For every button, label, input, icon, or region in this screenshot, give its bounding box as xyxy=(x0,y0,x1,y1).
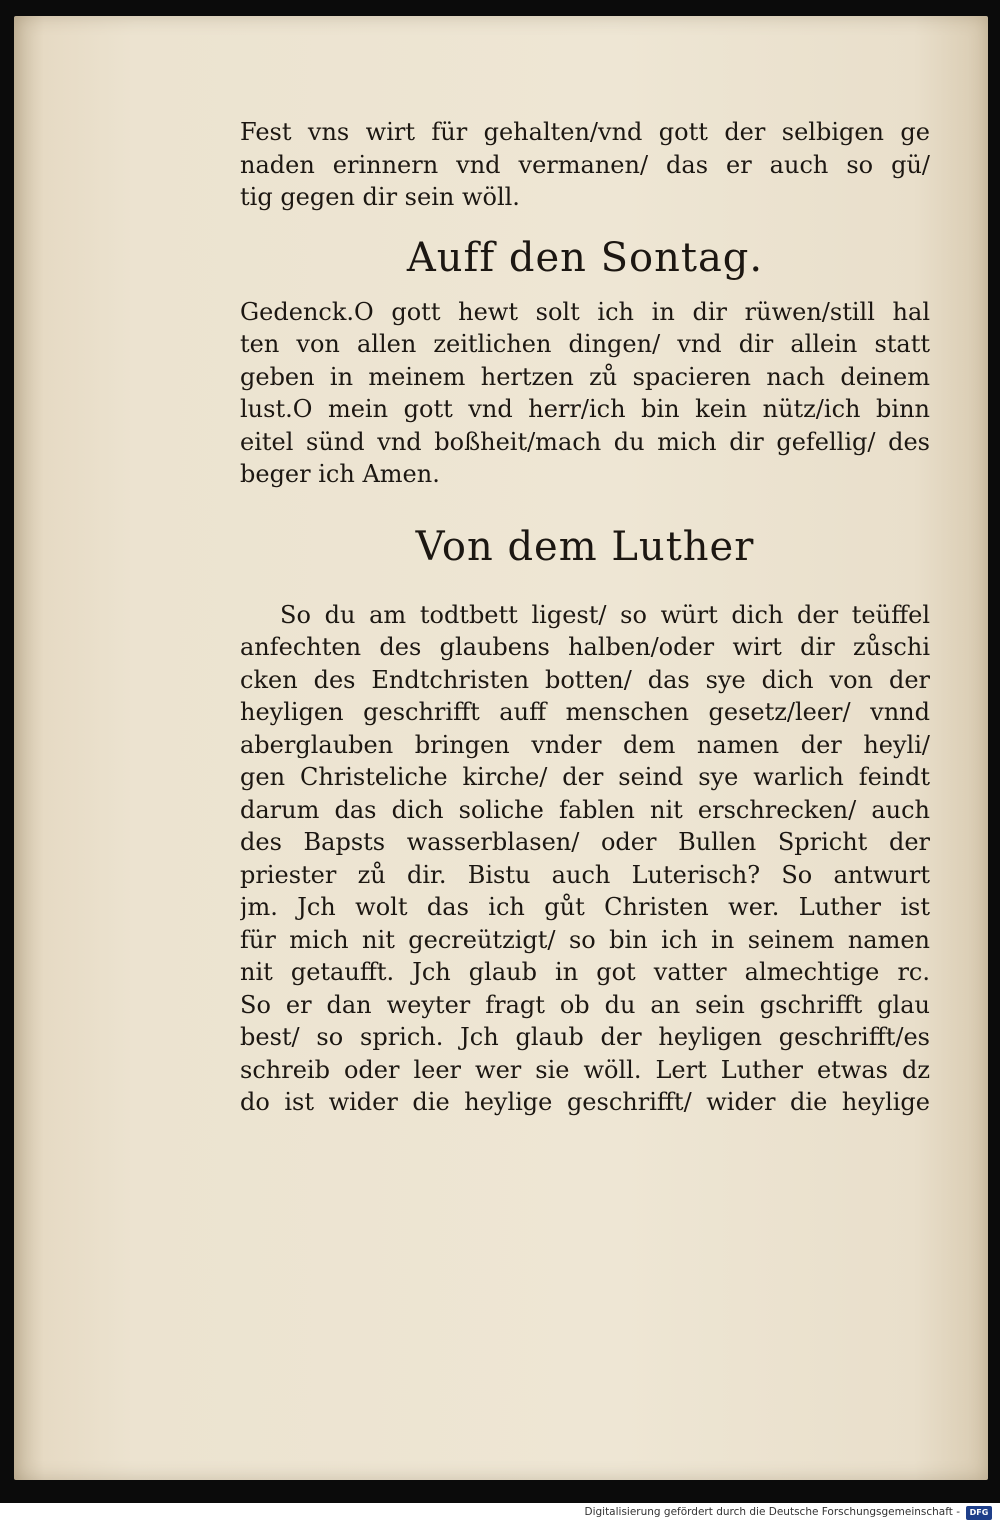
text-line: schreib oder leer wer sie wöll. Lert Luther etwas dz xyxy=(240,1055,930,1084)
text-line: beger ich Amen. xyxy=(240,460,440,488)
section-heading: Von dem Luther xyxy=(415,523,755,570)
text-line: tig gegen dir sein wöll. xyxy=(240,183,520,211)
text-line: nit getaufft. Jch glaub in got vatter almechtige rc. xyxy=(240,958,930,986)
text-line: So du am todtbett ligest/ so würt dich der teüffel xyxy=(280,600,930,629)
dfg-logo: DFG xyxy=(966,1506,992,1520)
text-line: anfechten des glaubens halben/oder wirt dir zůschi xyxy=(240,633,930,661)
text-line: jm. Jch wolt das ich gůt Christen wer. Luther ist xyxy=(240,893,930,921)
text-line: So er dan weyter fragt ob du an sein gschrifft glau xyxy=(240,990,930,1019)
text-line: aberglauben bringen vnder dem namen der heyli/ xyxy=(240,730,930,759)
text-line: naden erinnern vnd vermanen/ das er auch so gü/ xyxy=(240,150,930,179)
text-line: do ist wider die heylige geschrifft/ wider die heylige xyxy=(240,1088,930,1116)
section-luther xyxy=(240,521,930,1119)
text-line: eitel sünd vnd boßheit/mach du mich dir gefellig/ des xyxy=(240,427,930,456)
text-line: Gedenck.O gott hewt solt ich in dir rüwen/still hal xyxy=(240,297,930,326)
text-line: darum das dich soliche fablen nit erschrecken/ auch xyxy=(240,795,930,824)
text-line: priester zů dir. Bistu auch Luterisch? So antwurt xyxy=(240,860,930,889)
text-line: des Bapsts wasserblasen/ oder Bullen Spricht der xyxy=(240,828,930,856)
text-line: geben in meinem hertzen zů spacieren nach deinem xyxy=(240,362,930,391)
text-line: cken des Endtchristen botten/ das sye dich von der xyxy=(240,665,930,694)
funding-credit: Digitalisierung gefördert durch die Deutsche Forschungsgemeinschaft - xyxy=(584,1506,960,1518)
page-text xyxy=(240,116,930,1119)
text-line: heyligen geschrifft auff menschen gesetz/leer/ vnnd xyxy=(240,698,930,726)
section-continuation xyxy=(240,116,930,214)
section-heading: Auff den Sontag. xyxy=(406,234,764,281)
text-line: gen Christeliche kirche/ der seind sye warlich feindt xyxy=(240,763,930,791)
text-line: für mich nit gecreützigt/ so bin ich in seinem namen xyxy=(240,925,930,954)
text-line: lust.O mein gott vnd herr/ich bin kein nütz/ich binn xyxy=(240,395,930,423)
book-page xyxy=(14,16,988,1480)
section-sontag xyxy=(240,232,930,491)
text-line: best/ so sprich. Jch glaub der heyligen geschrifft/es xyxy=(240,1023,930,1051)
text-line: ten von allen zeitlichen dingen/ vnd dir allein statt xyxy=(240,330,930,358)
digitization-footer xyxy=(0,1503,1000,1523)
text-line: Fest vns wirt für gehalten/vnd gott der selbigen ge xyxy=(240,118,930,146)
